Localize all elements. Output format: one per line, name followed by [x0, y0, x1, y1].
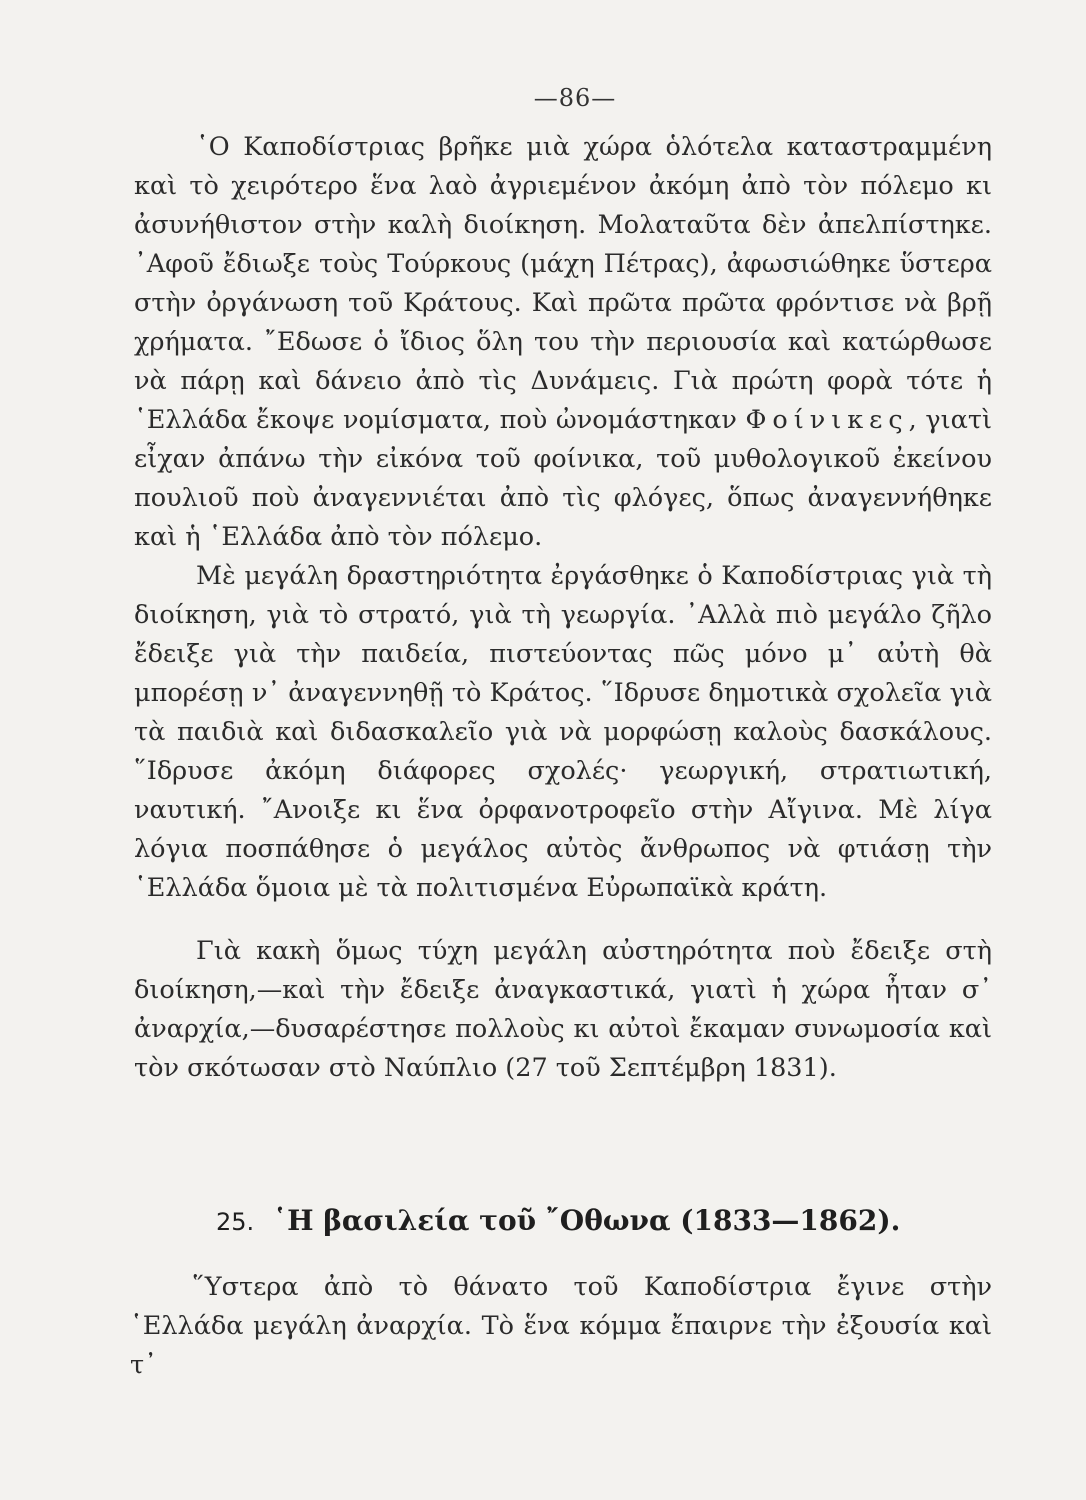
paragraph-capodistrias-education: Μὲ μεγάλη δραστηριότητα ἐργάσθηκε ὁ Καποδίστριας γιὰ τὴ διοίκηση, γιὰ τὸ στρατό, γιὰ τὴ γεωργία. ᾿Αλλὰ πιὸ μεγάλο ζῆλο ἔδειξε γιὰ τὴν παιδεία, πιστεύοντας πῶς μόνο μ᾿ αὐτὴ θὰ μπορέσῃ ν᾿ ἀναγεννηθῇ τὸ Κράτος. ῞Ιδρυσε δημοτικὰ σχολεῖα γιὰ τὰ παιδιὰ καὶ διδασκαλεῖο γιὰ νὰ μορφώσῃ καλοὺς δασκάλους. ῞Ιδρυσε ἀκόμη διάφορες σχολές· γεωργική, στρατιωτική, ναυτική. ῎Ανοιξε κι ἕνα ὀρφανοτροφεῖο στὴν Αἴγινα. Μὲ λίγα λόγια ποσπάθησε ὁ μεγάλος αὐτὸς ἄνθρωπος νὰ φτιάσῃ τὴν ῾Ελλάδα ὅμοια μὲ τὰ πολιτισμένα Εὐρωπαϊκὰ κράτη.	[134, 561, 992, 903]
paragraph-text-part-2: , γιατὶ εἶχαν ἀπάνω τὴν εἰκόνα τοῦ φοίνικα, τοῦ μυθολογικοῦ ἐκείνου πουλιοῦ ποὺ ἀναγεννιέται ἀπὸ τὶς φλόγες, ὅπως ἀναγεννήθηκε καὶ ἡ ῾Ελλάδα ἀπὸ τὸν πόλεμο.	[134, 405, 992, 552]
section-title: ῾Η βασιλεία τοῦ ῎Οθωνα (1833—1862).	[273, 1204, 901, 1237]
spaced-word-phoenixes: Φοίνικες	[745, 405, 909, 435]
section-number: 25.	[216, 1208, 255, 1236]
page-number: —86—	[533, 84, 617, 112]
paragraph-after-capodistrias: ῞Υστερα ἀπὸ τὸ θάνατο τοῦ Καποδίστρια ἔγινε στὴν ῾Ελλάδα μεγάλη ἀναρχία. Τὸ ἕνα κόμμα ἔπαιρνε τὴν ἐξουσία καὶ τ᾿	[130, 1272, 992, 1380]
main-text	[134, 128, 992, 1088]
section-heading	[216, 1204, 900, 1237]
paragraph-capodistrias-death: Γιὰ κακὴ ὅμως τύχη μεγάλη αὐστηρότητα ποὺ ἔδειξε στὴ διοίκηση,—καὶ τὴν ἔδειξε ἀναγκαστικά, γιατὶ ἡ χώρα ἦταν σ᾿ ἀναρχία,—δυσαρέστησε πολλοὺς κι αὐτοὶ ἔκαμαν συνωμοσία καὶ τὸν σκότωσαν στὸ Ναύπλιο (27 τοῦ Σεπτέμβρη 1831).	[134, 936, 992, 1083]
paragraph-text-part-1: ῾Ο Καποδίστριας βρῆκε μιὰ χώρα ὁλότελα καταστραμμένη καὶ τὸ χειρότερο ἕνα λαὸ ἀγριεμένον ἀκόμη ἀπὸ τὸν πόλεμο κι ἀσυνήθιστον στὴν καλὴ διοίκηση. Μολαταῦτα δὲν ἀπελπίστηκε. ᾿Αφοῦ ἔδιωξε τοὺς Τούρκους (μάχη Πέτρας), ἀφωσιώθηκε ὕστερα στὴν ὀργάνωση τοῦ Κράτους. Καὶ πρῶτα πρῶτα φρόντισε νὰ βρῇ χρήματα. ῎Εδωσε ὁ ἴδιος ὅλη του τὴν περιουσία καὶ κατώρθωσε νὰ πάρῃ καὶ δάνειο ἀπὸ τὶς Δυνάμεις. Γιὰ πρώτη φορὰ τότε ἡ ῾Ελλάδα ἔκοψε νομίσματα, ποὺ ὠνομάστηκαν	[134, 132, 992, 435]
paragraph-capodistrias-finances	[134, 128, 992, 557]
section-body	[130, 1268, 992, 1385]
